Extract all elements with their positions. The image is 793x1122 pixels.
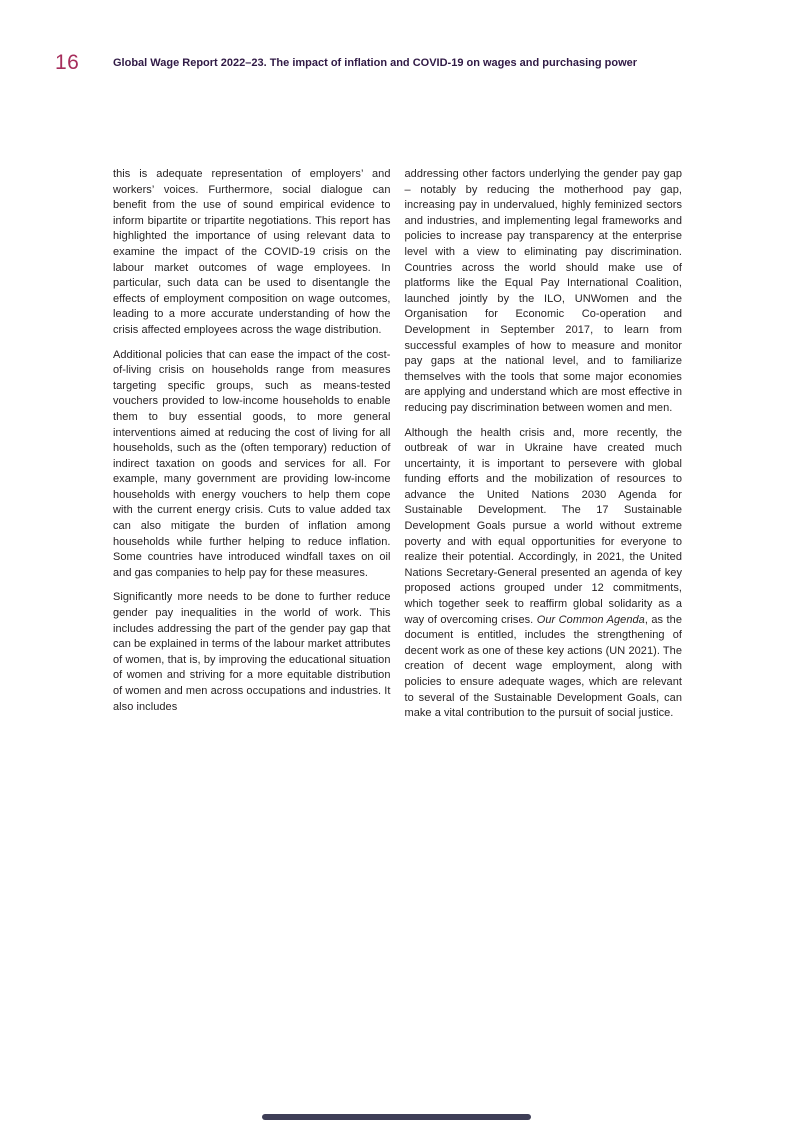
paragraph-right-1: addressing other factors underlying the gender pay gap – notably by reducing the motherhood pay gap, increasing pay in undervalued, highly feminized sectors and industries, and implementing legal frameworks and policies to increase pay transparency at the enterprise level with a view to eliminating pay discrimination. Countries across the world should make use of platforms like the Equal Pay International Coalition, launched jointly by the ILO, UNWomen and the Organisation for Economic Co-operation and Development in September 2017, to learn from successful examples of how to measure and monitor pay gaps at the national level, and to familiarize themselves with the tools that some major economies are applying and understand which are most effective in reducing pay discrimination between women and men. — [404, 168, 682, 414]
paragraph-left-3: Significantly more needs to be done to further reduce gender pay inequalities in the world of work. This includes addressing the part of the gender pay gap that can be explained in terms of the labour market attributes of women, that is, by improving the educational situation of women and striving for a more equitable distribution of women and men across occupations and industries. It also includes — [113, 591, 391, 713]
paragraph-right-2-post: , as the document is entitled, includes the strengthening of decent work as one of these key actions (UN 2021). The creation of decent wage employment, along with policies to ensure adequate wages, which are relevant to several of the Sustainable Development Goals, can make a vital contribution to the pursuit of social justice. — [404, 613, 682, 720]
column-left — [113, 167, 391, 722]
paragraph-right-2-pre: Although the health crisis and, more recently, the outbreak of war in Ukraine have created much uncertainty, it is important to persevere with global funding efforts and the mobilization of resources to advance the United Nations 2030 Agenda for Sustainable Development. The 17 Sustainable Development Goals pursue a world without extreme poverty and with equal opportunities for everyone to realize their potential. Accordingly, in 2021, the United Nations Secretary-General presented an agenda of key proposed actions grouped under 12 commitments, which together seek to reaffirm global solidarity as a way of overcoming crises. — [404, 426, 682, 626]
page-number: 16 — [55, 51, 80, 74]
column-right — [405, 167, 683, 722]
paragraph-left-1: this is adequate representation of employers’ and workers’ voices. Furthermore, social dialogue can benefit from the use of sound empirical evidence to inform bipartite or tripartite negotiations. This report has highlighted the importance of using relevant data to examine the impact of the COVID-19 crisis on the labour market outcomes of wage employees. In particular, such data can be used to disentangle the effects of employment composition on wage outcomes, leading to a more accurate understanding of how the crisis affected employees across the wage distribution. — [113, 168, 391, 336]
article-body — [113, 167, 682, 722]
page-title: Global Wage Report 2022–23. The impact of inflation and COVID-19 on wages and purchasing power — [113, 57, 638, 69]
document-title-italic: Our Common Agenda — [536, 613, 645, 626]
paragraph-right-2 — [405, 426, 683, 722]
paragraph-left-2: Additional policies that can ease the impact of the cost-of-living crisis on households range from measures targeting specific groups, such as means-tested vouchers provided to low-income households to enable them to buy essential goods, to more general interventions aimed at reducing the cost of living for all households, such as the (often temporary) reduction of indirect taxation on goods and services for all. For example, many government are providing low-income households with energy vouchers to help them cope with the current energy crisis. Cuts to value added tax can also mitigate the burden of inflation among households while further helping to reduce inflation. Some countries have introduced windfall taxes on oil and gas companies to help pay for these measures. — [113, 348, 391, 579]
footer-accent-bar — [262, 1114, 531, 1120]
